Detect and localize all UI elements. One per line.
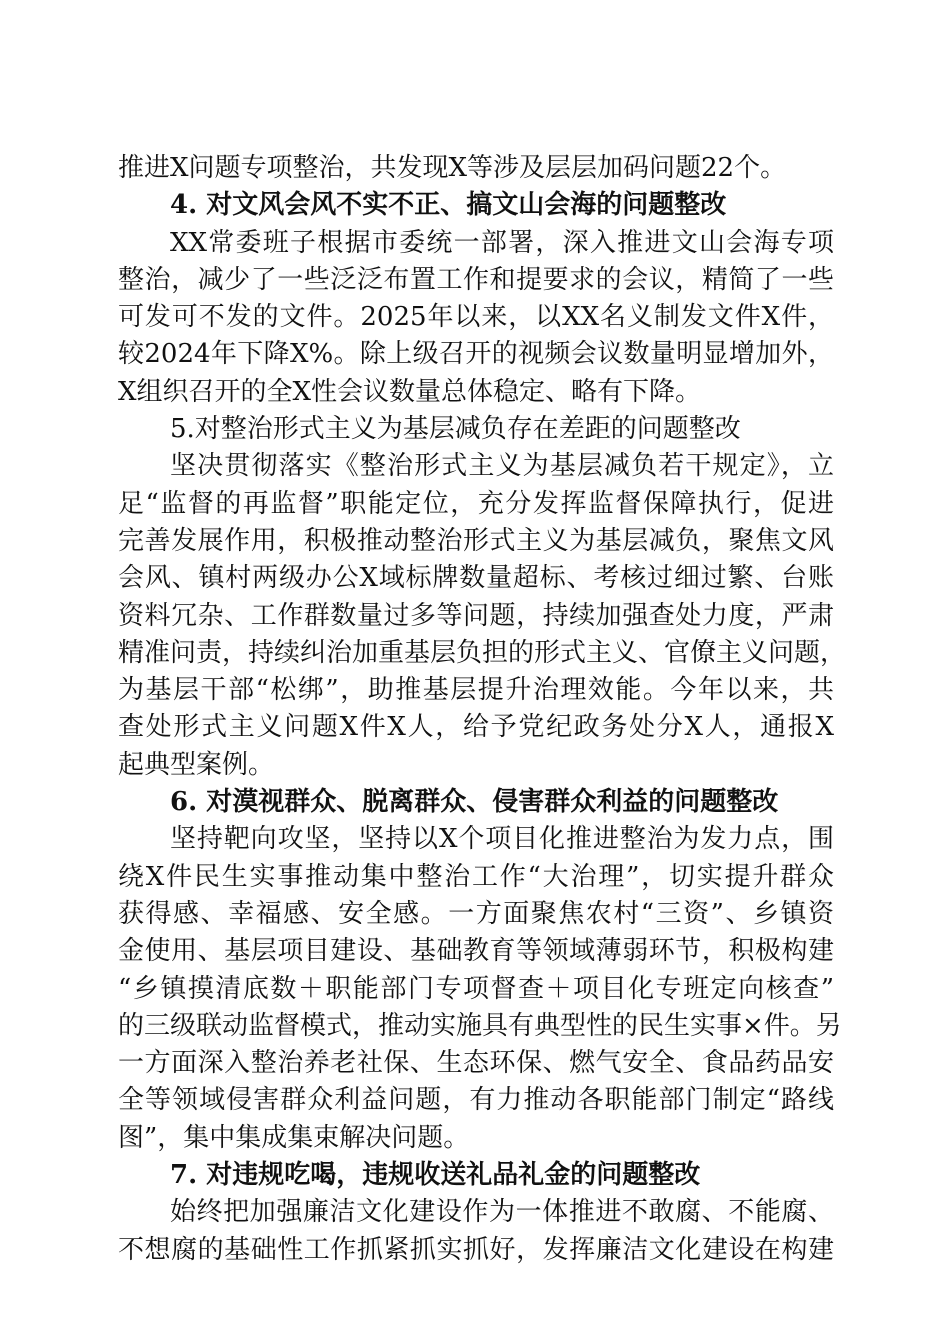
paragraph-line: 为基层干部“松绑”，助推基层提升治理效能。今年以来，共: [118, 675, 834, 706]
paragraph-line: “乡镇摸清底数＋职能部门专项督查＋项目化专班定向核查”: [118, 973, 834, 1004]
paragraph-line: 绕X件民生实事推动集中整治工作“大治理”，切实提升群众: [118, 861, 834, 892]
section-heading-5: 5.对整治形式主义为基层减负存在差距的问题整改: [170, 414, 741, 445]
paragraph-line: 资料冗杂、工作群数量过多等问题，持续加强查处力度，严肃: [118, 600, 834, 631]
paragraph-line: 较2024年下降X%。除上级召开的视频会议数量明显增加外，: [118, 339, 834, 370]
paragraph-line: 可发可不发的文件。2025年以来，以XX名义制发文件X件，: [118, 302, 834, 333]
paragraph-line: 足“监督的再监督”职能定位，充分发挥监督保障执行，促进: [118, 488, 834, 519]
paragraph-line: 不想腐的基础性工作抓紧抓实抓好，发挥廉洁文化建设在构建: [118, 1234, 834, 1265]
paragraph-line: 整治，减少了一些泛泛布置工作和提要求的会议，精简了一些: [118, 264, 834, 295]
section-heading-4: 4. 对文风会风不实不正、搞文山会海的问题整改: [170, 190, 727, 221]
paragraph-line: 推进X问题专项整治，共发现X等涉及层层加码问题22个。: [118, 153, 787, 183]
paragraph-line: X组织召开的全X性会议数量总体稳定、略有下降。: [118, 376, 702, 407]
paragraph-line: 金使用、基层项目建设、基础教育等领域薄弱环节，积极构建: [118, 936, 834, 967]
paragraph-line: 获得感、幸福感、安全感。一方面聚焦农村“三资”、乡镇资: [118, 898, 834, 929]
paragraph-line: 查处形式主义问题X件X人，给予党纪政务处分X人，通报X: [118, 712, 834, 743]
section-heading-7: 7. 对违规吃喝，违规收送礼品礼金的问题整改: [170, 1160, 701, 1191]
section-heading-6: 6. 对漠视群众、脱离群众、侵害群众利益的问题整改: [170, 787, 779, 818]
paragraph-line: 完善发展作用，积极推动整治形式主义为基层减负，聚焦文风: [118, 525, 834, 556]
paragraph-line: 的三级联动监督模式，推动实施具有典型性的民生实事×件。另: [118, 1010, 842, 1041]
document-page: [118, 150, 847, 1269]
paragraph-line: 始终把加强廉洁文化建设作为一体推进不敢腐、不能腐、: [170, 1197, 834, 1228]
paragraph-line: 坚持靶向攻坚，坚持以X个项目化推进整治为发力点，围: [170, 824, 834, 855]
paragraph-line: 一方面深入整治养老社保、生态环保、燃气安全、食品药品安: [118, 1048, 834, 1079]
paragraph-line: 坚决贯彻落实《整治形式主义为基层减负若干规定》，立: [170, 451, 834, 482]
paragraph-line: XX常委班子根据市委统一部署，深入推进文山会海专项: [170, 227, 834, 258]
paragraph-line: 起典型案例。: [118, 749, 275, 780]
paragraph-line: 全等领域侵害群众利益问题，有力推动各职能部门制定“路线: [118, 1085, 834, 1116]
paragraph-line: 精准问责，持续纠治加重基层负担的形式主义、官僚主义问题，: [118, 637, 847, 668]
paragraph-line: 会风、镇村两级办公X域标牌数量超标、考核过细过繁、台账: [118, 563, 834, 594]
paragraph-line: 图”，集中集成集束解决问题。: [118, 1122, 470, 1153]
